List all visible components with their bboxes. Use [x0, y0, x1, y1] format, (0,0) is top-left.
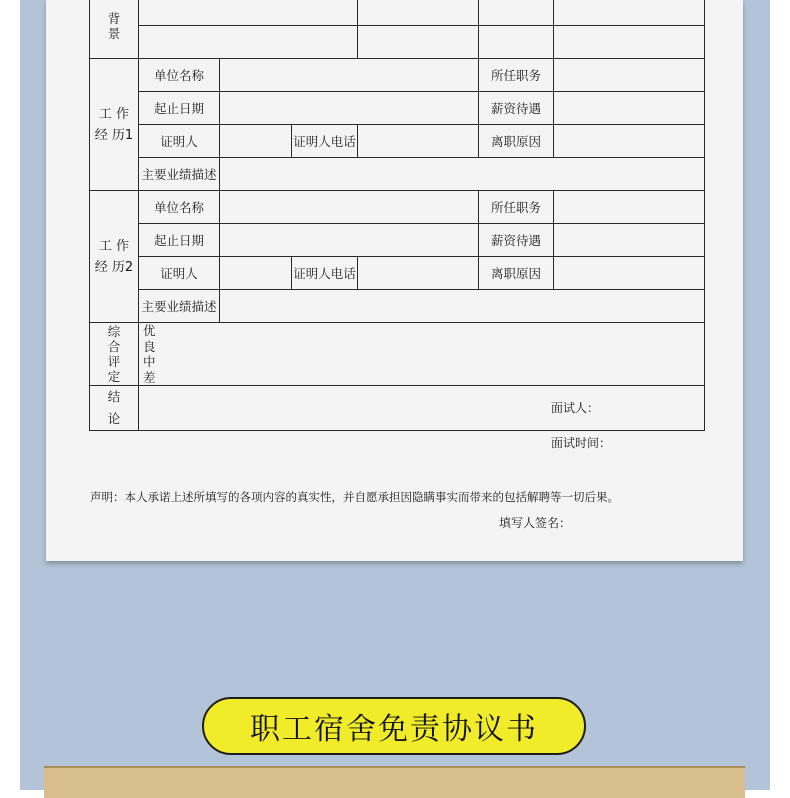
job1-referee-label: 证明人 [139, 125, 220, 158]
job1-period-field[interactable] [220, 92, 479, 125]
next-document-preview [44, 766, 745, 798]
job1-section-label: 工 作 经 历1 [90, 59, 139, 191]
document-title-banner [202, 697, 586, 755]
job2-company-label: 单位名称 [139, 191, 220, 224]
job1-salary-label: 薪资待遇 [479, 92, 554, 125]
background-cell[interactable] [554, 0, 705, 26]
job2-reason-field[interactable] [554, 257, 705, 290]
job2-period-field[interactable] [220, 224, 479, 257]
job2-achievements-field[interactable] [220, 290, 705, 323]
job1-referee-phone-field[interactable] [358, 125, 479, 158]
job1-referee-phone-label: 证明人电话 [292, 125, 358, 158]
job2-position-field[interactable] [554, 191, 705, 224]
job1-achievements-label: 主要业绩描述 [139, 158, 220, 191]
interviewer-label: 面试人： [551, 401, 600, 415]
application-form-table [89, 0, 705, 450]
signature-label: 填写人签名： [499, 516, 572, 530]
form-paper [46, 0, 743, 561]
job2-period-label: 起止日期 [139, 224, 220, 257]
job2-referee-phone-field[interactable] [358, 257, 479, 290]
job1-reason-field[interactable] [554, 125, 705, 158]
background-cell[interactable] [358, 0, 479, 26]
interview-time-label: 面试时间： [551, 436, 612, 450]
job1-company-field[interactable] [220, 59, 479, 92]
background-cell[interactable] [139, 26, 358, 59]
background-cell[interactable] [358, 26, 479, 59]
conclusion-field[interactable] [139, 386, 705, 450]
background-cell[interactable] [479, 26, 554, 59]
job2-referee-phone-label: 证明人电话 [292, 257, 358, 290]
job1-referee-field[interactable] [220, 125, 292, 158]
background-section-label: 背 景 [90, 0, 139, 59]
job1-company-label: 单位名称 [139, 59, 220, 92]
job2-achievements-label: 主要业绩描述 [139, 290, 220, 323]
job2-referee-label: 证明人 [139, 257, 220, 290]
evaluation-options[interactable] [139, 323, 705, 386]
conclusion-label: 结 论 [90, 386, 139, 431]
job1-period-label: 起止日期 [139, 92, 220, 125]
job2-company-field[interactable] [220, 191, 479, 224]
job2-section-label: 工 作 经 历2 [90, 191, 139, 323]
job1-salary-field[interactable] [554, 92, 705, 125]
job2-salary-label: 薪资待遇 [479, 224, 554, 257]
job1-position-field[interactable] [554, 59, 705, 92]
job2-salary-field[interactable] [554, 224, 705, 257]
job2-position-label: 所任职务 [479, 191, 554, 224]
job1-position-label: 所任职务 [479, 59, 554, 92]
job1-reason-label: 离职原因 [479, 125, 554, 158]
background-cell[interactable] [479, 0, 554, 26]
declaration-statement: 声明：本人承诺上述所填写的各项内容的真实性，并自愿承担因隐瞒事实而带来的包括解聘等一切后果。 [90, 490, 619, 504]
evaluation-label: 综 合 评 定 [90, 323, 139, 386]
job2-reason-label: 离职原因 [479, 257, 554, 290]
background-cell[interactable] [554, 26, 705, 59]
job2-referee-field[interactable] [220, 257, 292, 290]
job1-achievements-field[interactable] [220, 158, 705, 191]
background-cell[interactable] [139, 0, 358, 26]
evaluation-options-text: 优 良 中 差 [143, 323, 156, 385]
banner-title: 职工宿舍免责协议书 [250, 712, 538, 747]
